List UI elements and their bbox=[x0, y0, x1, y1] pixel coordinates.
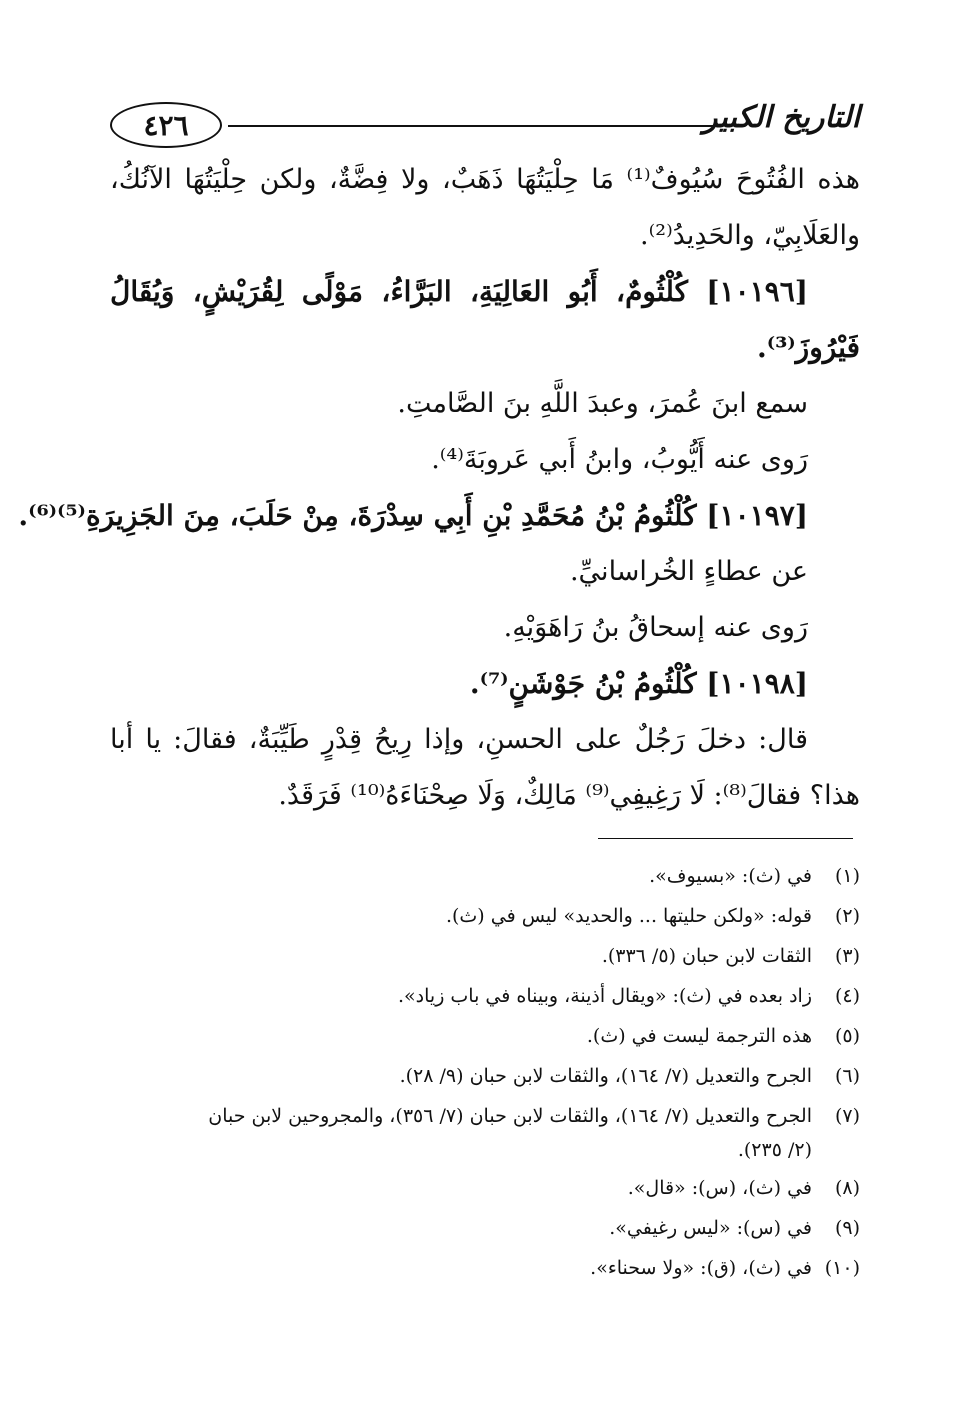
footnote-number: (١) bbox=[834, 865, 860, 887]
entry-heading: [١٠١٩٨] كُلْثُومُ بْنُ جَوْشَنٍ⁽⁷⁾. bbox=[469, 667, 808, 700]
text-line: رَوى عنه أَيُّوبُ، وابنُ أَبي عَروبَةَ⁽⁴⁾. bbox=[431, 444, 808, 475]
text-line: سمع ابنَ عُمرَ، وعبدَ اللَّهِ بنَ الصَّامتِ. bbox=[397, 388, 808, 419]
footnote bbox=[110, 936, 860, 976]
footnote-number: (١٠) bbox=[824, 1257, 860, 1279]
footnote-text: هذه الترجمة ليست في (ث). bbox=[586, 1025, 812, 1047]
body-text bbox=[18, 152, 860, 824]
entry-heading: [١٠١٩٦] كُلْثُومٌ، أَبُو العَالِيَةِ، البَرَّاءُ، مَوْلًى لِقُرَيْشٍ، وَيُقَالُ bbox=[110, 275, 808, 308]
running-title: التاريخ الكبير bbox=[702, 100, 860, 135]
footnote bbox=[110, 896, 860, 936]
page-header bbox=[110, 96, 860, 156]
footnote bbox=[110, 1096, 860, 1136]
footnote bbox=[110, 1016, 860, 1056]
footnote bbox=[110, 1056, 860, 1096]
footnote-number: (٧) bbox=[834, 1105, 860, 1127]
footnote-number: (٥) bbox=[834, 1025, 860, 1047]
entry-heading-cont: فَيْرُوزَ⁽³⁾. bbox=[756, 331, 860, 364]
text-line: هذا؟ فقالَ⁽⁸⁾: لَا رَغِيفِي⁽⁹⁾ مَالِكٌ، وَلَا صِحْنَاءَهُ⁽¹⁰⁾ فَرَقَدٌ. bbox=[278, 780, 860, 811]
footnote-text: الثقات لابن حبان (٥/ ٣٣٦). bbox=[601, 945, 812, 967]
text-line: قال: دخلَ رَجُلٌ على الحسنِ، وإذا رِيحُ قِدْرٍ طَيِّبَةٌ، فقالَ: يا أبا bbox=[110, 724, 808, 755]
footnote-text: في (ث)، (س): «قال». bbox=[627, 1177, 812, 1199]
footnote-number: (٨) bbox=[834, 1177, 860, 1199]
footnote-text: قوله: «ولكن حليتها ... والحديد» ليس في (ث). bbox=[445, 905, 812, 927]
footnote-number: (٣) bbox=[834, 945, 860, 967]
text-line: هذه الفُتُوحَ سُيُوفٌ⁽¹⁾ مَا حِلْيَتُهَا ذَهَبٌ، ولا فِضَّةٌ، ولكن حِلْيَتُهَا الآنُكُ، bbox=[110, 164, 860, 195]
footnote bbox=[110, 856, 860, 896]
footnote-text: الجرح والتعديل (٧/ ١٦٤)، والثقات لابن حبان (٧/ ٣٥٦)، والمجروحين لابن حبان bbox=[208, 1105, 812, 1127]
footnote-text: زاد بعده في (ث): «ويقال أذينة، وبيناه في باب زياد». bbox=[398, 985, 812, 1007]
footnote-text: في (ث): «بسيوف». bbox=[649, 865, 812, 887]
footnote-text: الجرح والتعديل (٧/ ١٦٤)، والثقات لابن حبان (٩/ ٢٨). bbox=[399, 1065, 812, 1087]
footnote bbox=[110, 1248, 860, 1288]
footnote bbox=[110, 1208, 860, 1248]
text-line: عن عطاءٍ الخُراسانيِّ. bbox=[569, 556, 808, 587]
footnote-number: (٢) bbox=[834, 905, 860, 927]
entry-heading: [١٠١٩٧] كُلْثُومُ بْنُ مُحَمَّدِ بْنِ أَبِي سِدْرَةَ، مِنْ حَلَبَ، مِنَ الجَزِيرَةِ⁽⁵⁾⁽⁶⁾. bbox=[18, 499, 808, 532]
footnote-number: (٦) bbox=[834, 1065, 860, 1087]
footnote-number: (٤) bbox=[834, 985, 860, 1007]
footnote-continuation: (٢/ ٢٣٥). bbox=[737, 1139, 812, 1161]
header-rule bbox=[228, 125, 715, 127]
text-line: والعَلَابِيّ، والحَدِيدُ⁽²⁾. bbox=[640, 220, 860, 251]
footnote-text: في (س): «ليس رغيفي». bbox=[609, 1217, 812, 1239]
footnote-number: (٩) bbox=[834, 1217, 860, 1239]
page-number: ٤٢٦ bbox=[110, 102, 222, 148]
footnotes bbox=[110, 856, 860, 1288]
text-line: رَوى عنه إسحاقُ بنُ رَاهَوَيْهِ. bbox=[503, 612, 808, 643]
footnote-text: في (ث)، (ق): «ولا سحناء». bbox=[590, 1257, 812, 1279]
footnote bbox=[110, 1168, 860, 1208]
footnote bbox=[110, 976, 860, 1016]
footnote-separator bbox=[598, 838, 853, 839]
